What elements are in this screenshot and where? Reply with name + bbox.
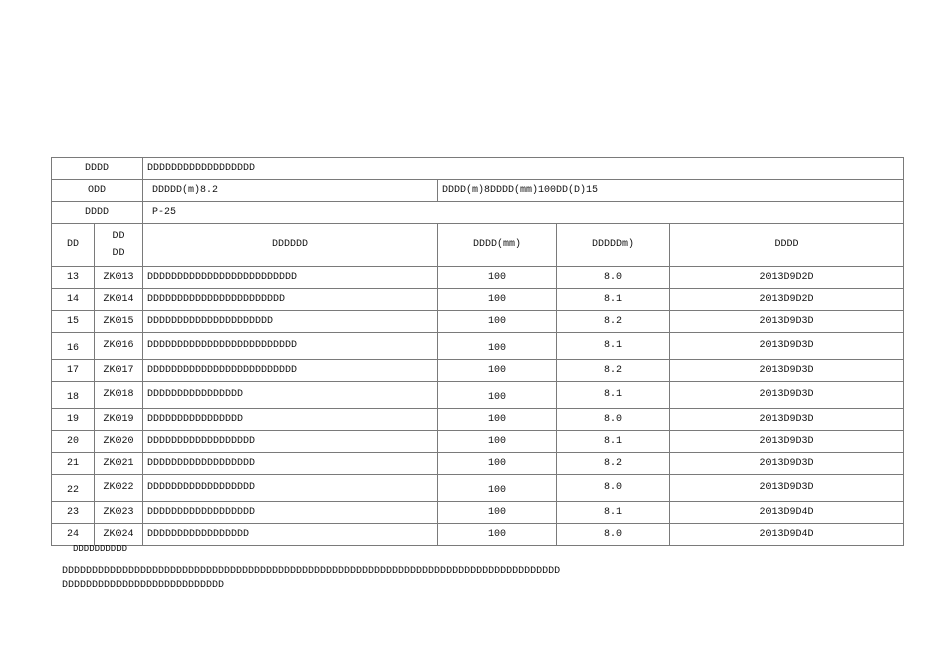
row-depth: 8.2 <box>557 360 670 382</box>
parameter-label: ODD <box>52 180 143 202</box>
footnote: DDDDDDDDDD <box>73 544 128 554</box>
header-hole-no <box>95 224 143 267</box>
row-date: 2013D9D3D <box>670 475 904 502</box>
table-row <box>52 382 904 409</box>
equipment-row <box>52 202 904 224</box>
row-diameter: 100 <box>438 311 557 333</box>
paragraph-line-2: DDDDDDDDDDDDDDDDDDDDDDDDDDD <box>62 580 225 591</box>
parameter-value-right: DDDD(m)8DDDD(mm)100DD(D)15 <box>438 180 904 202</box>
row-seq: 20 <box>52 431 95 453</box>
row-hole-no: ZK024 <box>95 524 143 546</box>
row-location: DDDDDDDDDDDDDDDDDDDDDDDDD <box>143 267 438 289</box>
row-diameter: 100 <box>438 431 557 453</box>
row-diameter: 100 <box>438 502 557 524</box>
row-depth: 8.1 <box>557 333 670 360</box>
header-location: DDDDDD <box>143 224 438 267</box>
row-date: 2013D9D4D <box>670 524 904 546</box>
row-depth: 8.0 <box>557 267 670 289</box>
row-date: 2013D9D2D <box>670 289 904 311</box>
row-seq: 19 <box>52 409 95 431</box>
table-row <box>52 524 904 546</box>
row-diameter: 100 <box>438 360 557 382</box>
row-hole-no: ZK013 <box>95 267 143 289</box>
row-location: DDDDDDDDDDDDDDDD <box>143 409 438 431</box>
row-date: 2013D9D3D <box>670 431 904 453</box>
row-diameter: 100 <box>438 475 557 502</box>
table-row <box>52 311 904 333</box>
table-row <box>52 333 904 360</box>
row-hole-no: ZK023 <box>95 502 143 524</box>
row-depth: 8.1 <box>557 382 670 409</box>
row-seq: 18 <box>52 382 95 409</box>
row-location: DDDDDDDDDDDDDDDDDD <box>143 502 438 524</box>
row-seq: 21 <box>52 453 95 475</box>
column-header-row <box>52 224 904 267</box>
table-row <box>52 289 904 311</box>
row-depth: 8.0 <box>557 475 670 502</box>
header-date: DDDD <box>670 224 904 267</box>
row-diameter: 100 <box>438 453 557 475</box>
row-date: 2013D9D2D <box>670 267 904 289</box>
row-date: 2013D9D3D <box>670 333 904 360</box>
header-hole-no-line1: DD <box>112 231 125 242</box>
equipment-value: P-25 <box>143 202 904 224</box>
project-row <box>52 158 904 180</box>
row-location: DDDDDDDDDDDDDDDDDD <box>143 453 438 475</box>
row-hole-no: ZK017 <box>95 360 143 382</box>
row-location: DDDDDDDDDDDDDDDDDDDDDDDDD <box>143 360 438 382</box>
row-seq: 16 <box>52 333 95 360</box>
row-depth: 8.0 <box>557 409 670 431</box>
table-row <box>52 409 904 431</box>
row-depth: 8.0 <box>557 524 670 546</box>
row-depth: 8.2 <box>557 311 670 333</box>
row-location: DDDDDDDDDDDDDDDDDDDDD <box>143 311 438 333</box>
row-seq: 22 <box>52 475 95 502</box>
table-row <box>52 502 904 524</box>
row-hole-no: ZK016 <box>95 333 143 360</box>
table-row <box>52 475 904 502</box>
row-diameter: 100 <box>438 289 557 311</box>
row-location: DDDDDDDDDDDDDDDDD <box>143 524 438 546</box>
row-diameter: 100 <box>438 524 557 546</box>
table-row <box>52 267 904 289</box>
row-seq: 15 <box>52 311 95 333</box>
project-value: DDDDDDDDDDDDDDDDDD <box>143 158 904 180</box>
parameter-value-left: DDDDD(m)8.2 <box>143 180 438 202</box>
row-depth: 8.1 <box>557 502 670 524</box>
parameter-row <box>52 180 904 202</box>
row-hole-no: ZK020 <box>95 431 143 453</box>
row-seq: 17 <box>52 360 95 382</box>
row-hole-no: ZK022 <box>95 475 143 502</box>
row-date: 2013D9D3D <box>670 409 904 431</box>
row-depth: 8.1 <box>557 431 670 453</box>
description-paragraph <box>62 565 560 593</box>
row-diameter: 100 <box>438 382 557 409</box>
row-location: DDDDDDDDDDDDDDDDDD <box>143 475 438 502</box>
header-diameter: DDDD(mm) <box>438 224 557 267</box>
paragraph-line-1: DDDDDDDDDDDDDDDDDDDDDDDDDDDDDDDDDDDDDDDDDDDDDDDDDDDDDDDDDDDDDDDDDDDDDDDDDDDDDDDDDDD <box>62 566 561 577</box>
row-seq: 24 <box>52 524 95 546</box>
table-row <box>52 431 904 453</box>
row-location: DDDDDDDDDDDDDDDDDDDDDDDDD <box>143 333 438 360</box>
row-hole-no: ZK014 <box>95 289 143 311</box>
row-diameter: 100 <box>438 409 557 431</box>
row-location: DDDDDDDDDDDDDDDDDDDDDDD <box>143 289 438 311</box>
row-seq: 13 <box>52 267 95 289</box>
equipment-label: DDDD <box>52 202 143 224</box>
row-depth: 8.1 <box>557 289 670 311</box>
table-row <box>52 360 904 382</box>
row-date: 2013D9D3D <box>670 382 904 409</box>
row-hole-no: ZK021 <box>95 453 143 475</box>
row-date: 2013D9D3D <box>670 453 904 475</box>
table-row <box>52 453 904 475</box>
row-seq: 14 <box>52 289 95 311</box>
row-date: 2013D9D3D <box>670 311 904 333</box>
project-label: DDDD <box>52 158 143 180</box>
row-location: DDDDDDDDDDDDDDDDDD <box>143 431 438 453</box>
header-hole-no-line2: DD <box>112 248 125 259</box>
row-depth: 8.2 <box>557 453 670 475</box>
row-seq: 23 <box>52 502 95 524</box>
row-diameter: 100 <box>438 267 557 289</box>
header-seq: DD <box>52 224 95 267</box>
row-date: 2013D9D3D <box>670 360 904 382</box>
row-diameter: 100 <box>438 333 557 360</box>
header-depth: DDDDDm) <box>557 224 670 267</box>
drilling-record-table <box>51 157 904 546</box>
row-date: 2013D9D4D <box>670 502 904 524</box>
row-hole-no: ZK015 <box>95 311 143 333</box>
row-hole-no: ZK018 <box>95 382 143 409</box>
row-hole-no: ZK019 <box>95 409 143 431</box>
row-location: DDDDDDDDDDDDDDDD <box>143 382 438 409</box>
